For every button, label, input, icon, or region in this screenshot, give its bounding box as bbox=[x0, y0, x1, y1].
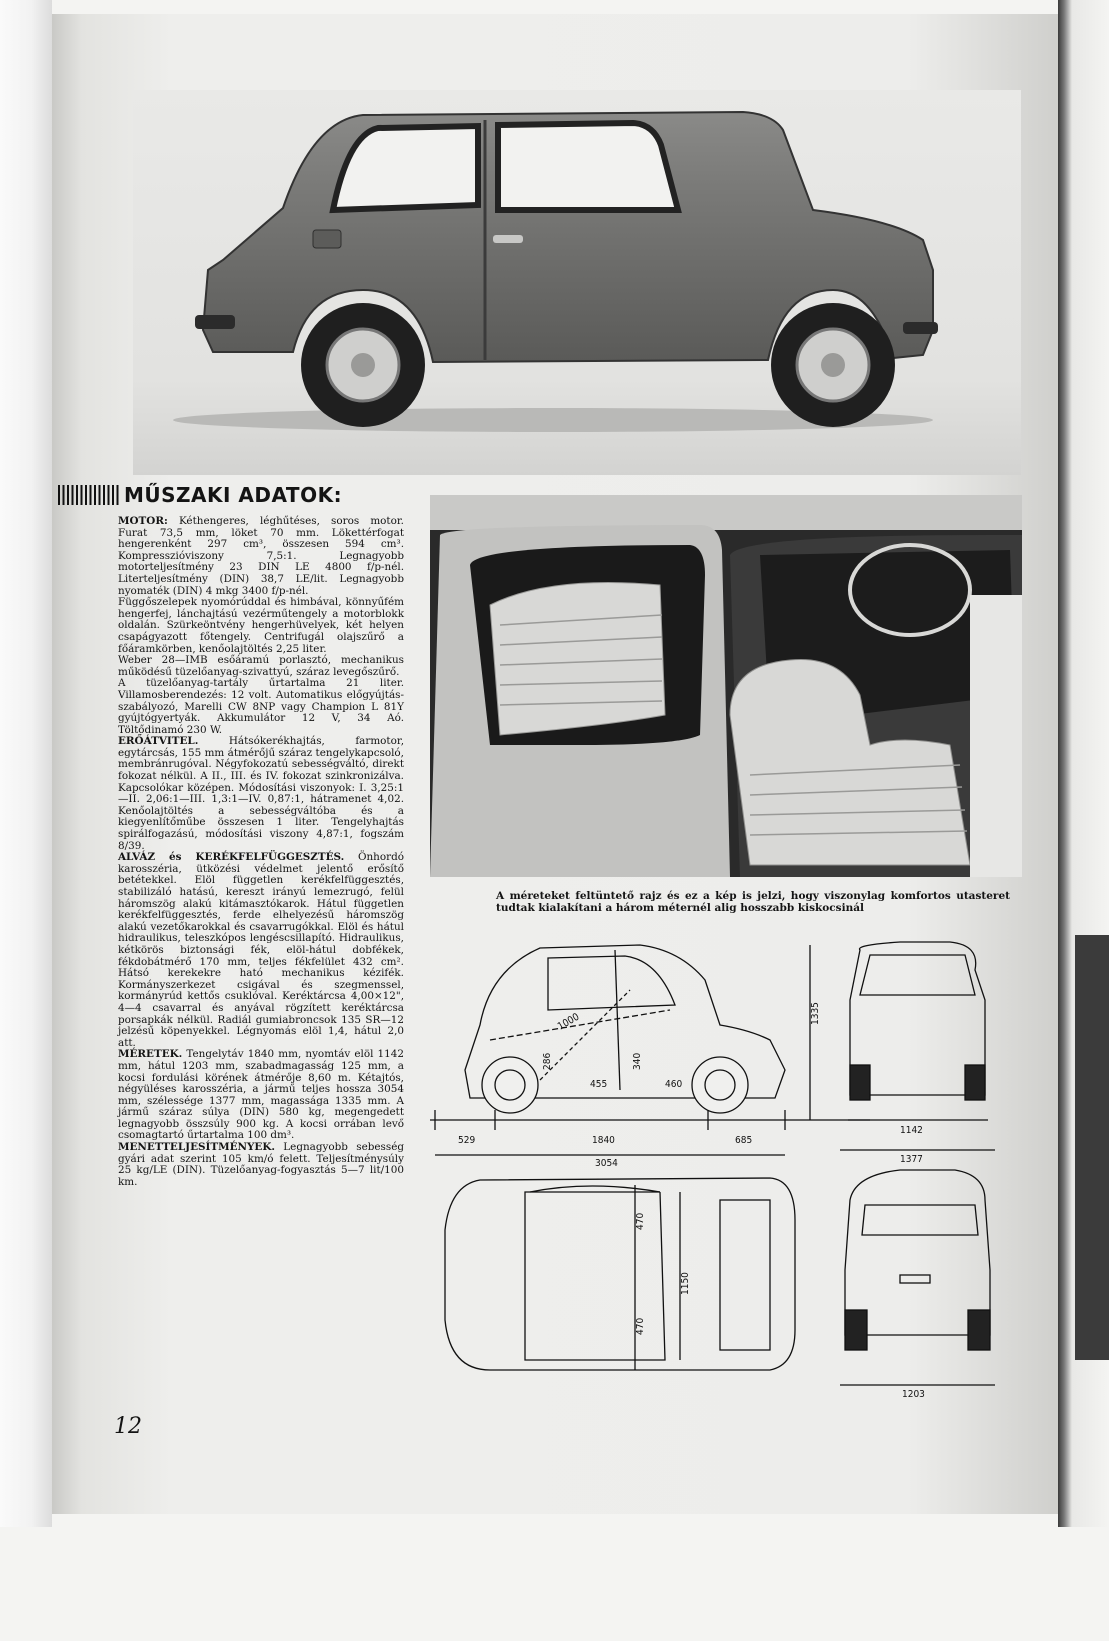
top-view-outline bbox=[445, 1178, 795, 1370]
spec-paragraph: MOTOR: Kéthengeres, léghűtéses, soros motor. Furat 73,5 mm, löket 70 mm. Lökettérfogat hengerenként 297 cm³, összesen 594 cm³. Kompresszióviszony 7,5:1. Legnagyobb motorteljesítmény 23 DIN LE 4800 f/p-nél. Literteljesítmény (DIN) 38,7 LE/lit. Legnagyobb nyomaték (DIN) 4 mkg 3400 f/p-nél. bbox=[118, 515, 404, 597]
dim-inner-2: 1150 bbox=[680, 1272, 691, 1295]
dim-small-1: 1000 bbox=[556, 1011, 582, 1033]
dim-wheelbase: 1840 bbox=[592, 1135, 615, 1146]
dimension-drawings bbox=[430, 930, 1050, 1410]
dim-inner-3: 470 bbox=[635, 1317, 646, 1335]
spec-paragraph: ERŐÁTVITEL. Hátsókerékhajtás, farmotor, egytárcsás, 155 mm átmérőjű száraz tengelykapcsoló, membránrugóval. Négyfokozatú sebességváltó, direkt fokozat nélkül. A II., III. és IV. fokozat szinkronizálva. Kapcsolókar középen. Módosítási viszonyok: I. 3,25:1—II. 2,06:1—III. 1,3:1—IV. 0,87:1, hátramenet 4,02. Kenőolajtöltés a sebességváltóba és a kiegyenlítőműbe összesen 1 liter. Tengelyhajtás spirálfogazású, módosítási viszony 4,87:1, fogszám 8/39. bbox=[118, 735, 404, 852]
dim-small-3: 340 bbox=[632, 1052, 643, 1070]
section-heading bbox=[58, 484, 342, 506]
dim-length: 3054 bbox=[595, 1158, 618, 1169]
spec-paragraph: ALVÁZ és KERÉKFELFÜGGESZTÉS. Önhordó karosszéria, ütközési védelmet jelentő erősítő betétekkel. Elöl független kerékfelfüggesztés, stabilizáló hatású, kereszt irányú lemezrugó, felül háromszög alakú kitámasztókarok. Hátul független kerékfelfüggesztés, ferde elhelyezésű háromszög alakú vezetőkarokkal és csavarrugókkal. Elöl és hátul hidraulikus, teleszkópos lengéscsillapító. Hidraulikus, kétkörös biztonsági fék, elöl-hátul dobfékek, fékdobátmérő 170 mm, teljes fékfelület 432 cm². Hátsó kerekekre ható mechanikus kézifék. Kormányszerkezet csigával és szegmenssel, kormányrúd kettős csuklóval. Keréktárcsa 4,00×12", 4—4 csavarral és anyával rögzített keréktárcsa porsapkák nélkül. Radiál gumiabroncsok 135 SR—12 jelzésű köpenyekkel. Légnyomás elöl 1,4, hátul 2,0 att. bbox=[118, 851, 404, 1049]
dim-height: 1335 bbox=[810, 1002, 821, 1025]
dim-seat-1: 455 bbox=[590, 1079, 608, 1090]
spec-paragraph: MENETTELJESÍTMÉNYEK. Legnagyobb sebesség gyári adat szerint 105 km/ó felett. Teljesítménysúly 25 kg/LE (DIN). Tüzelőanyag-fogyasztás 5—7 lit/100 km. bbox=[118, 1141, 404, 1188]
car-interior-photo bbox=[430, 495, 1022, 877]
spec-paragraph: Függőszelepek nyomórúddal és himbával, könnyűfém hengerfej, lánchajtású vezérműtengely a motorblokk oldalán. Szürkeöntvény hengerhüvelyek, két helyen csapágyazott főtengely. Centrifugál olajszűrő a főáramkörben, kenőolajtöltés 2,25 liter. bbox=[118, 596, 404, 655]
dim-rear-track: 1203 bbox=[902, 1389, 925, 1400]
car-side-photo bbox=[133, 90, 1021, 475]
spec-paragraph: MÉRETEK. Tengelytáv 1840 mm, nyomtáv elöl 1142 mm, hátul 1203 mm, szabadmagasság 125 mm, a kocsi fordulási körének átmérője 8,60 m. Kétajtós, négyüléses karosszéria, a jármű teljes hossza 3054 mm, szélessége 1377 mm, magassága 1335 mm. A jármű száraz súlya (DIN) 580 kg, megengedett legnagyobb összsúly 900 kg. A kocsi orrában levő csomagtartó űrtartalma 100 dm³. bbox=[118, 1048, 404, 1142]
page-number: 12 bbox=[114, 1414, 142, 1439]
dim-seat-2: 460 bbox=[665, 1079, 683, 1090]
dim-front-overhang: 529 bbox=[458, 1135, 476, 1146]
front-wheel bbox=[301, 303, 425, 427]
dim-inner-1: 470 bbox=[635, 1212, 646, 1230]
specs-column bbox=[118, 516, 404, 1641]
dim-front-track: 1142 bbox=[900, 1125, 923, 1136]
dim-width: 1377 bbox=[900, 1154, 923, 1165]
spec-paragraph: A tüzelőanyag-tartály űrtartalma 21 liter. Villamosberendezés: 12 volt. Automatikus előgyújtás-szabályozó, Marelli CW 8NP vagy Champion L 81Y gyújtógyertyák. Akkumulátor 12 V, 34 Aó. Töltődinamó 230 W. bbox=[118, 677, 404, 736]
dim-small-2: 286 bbox=[542, 1052, 553, 1070]
section-title: MŰSZAKI ADATOK: bbox=[124, 483, 343, 507]
heading-bars-ornament bbox=[58, 485, 120, 505]
drawing-caption: A méreteket feltüntető rajz és ez a kép is jelzi, hogy viszonylag komfortos utasteret tudtak kialakítani a három méternél alig hosszabb kiskocsinál bbox=[496, 890, 1010, 914]
dim-rear-overhang: 685 bbox=[735, 1135, 753, 1146]
spec-paragraph: Weber 28—IMB esőáramú porlasztó, mechanikus működésű tüzelőanyag-szivattyú, száraz levegőszűrő. bbox=[118, 654, 404, 678]
next-page-dark-strip bbox=[1075, 935, 1109, 1360]
scan-background-left bbox=[0, 0, 52, 1527]
